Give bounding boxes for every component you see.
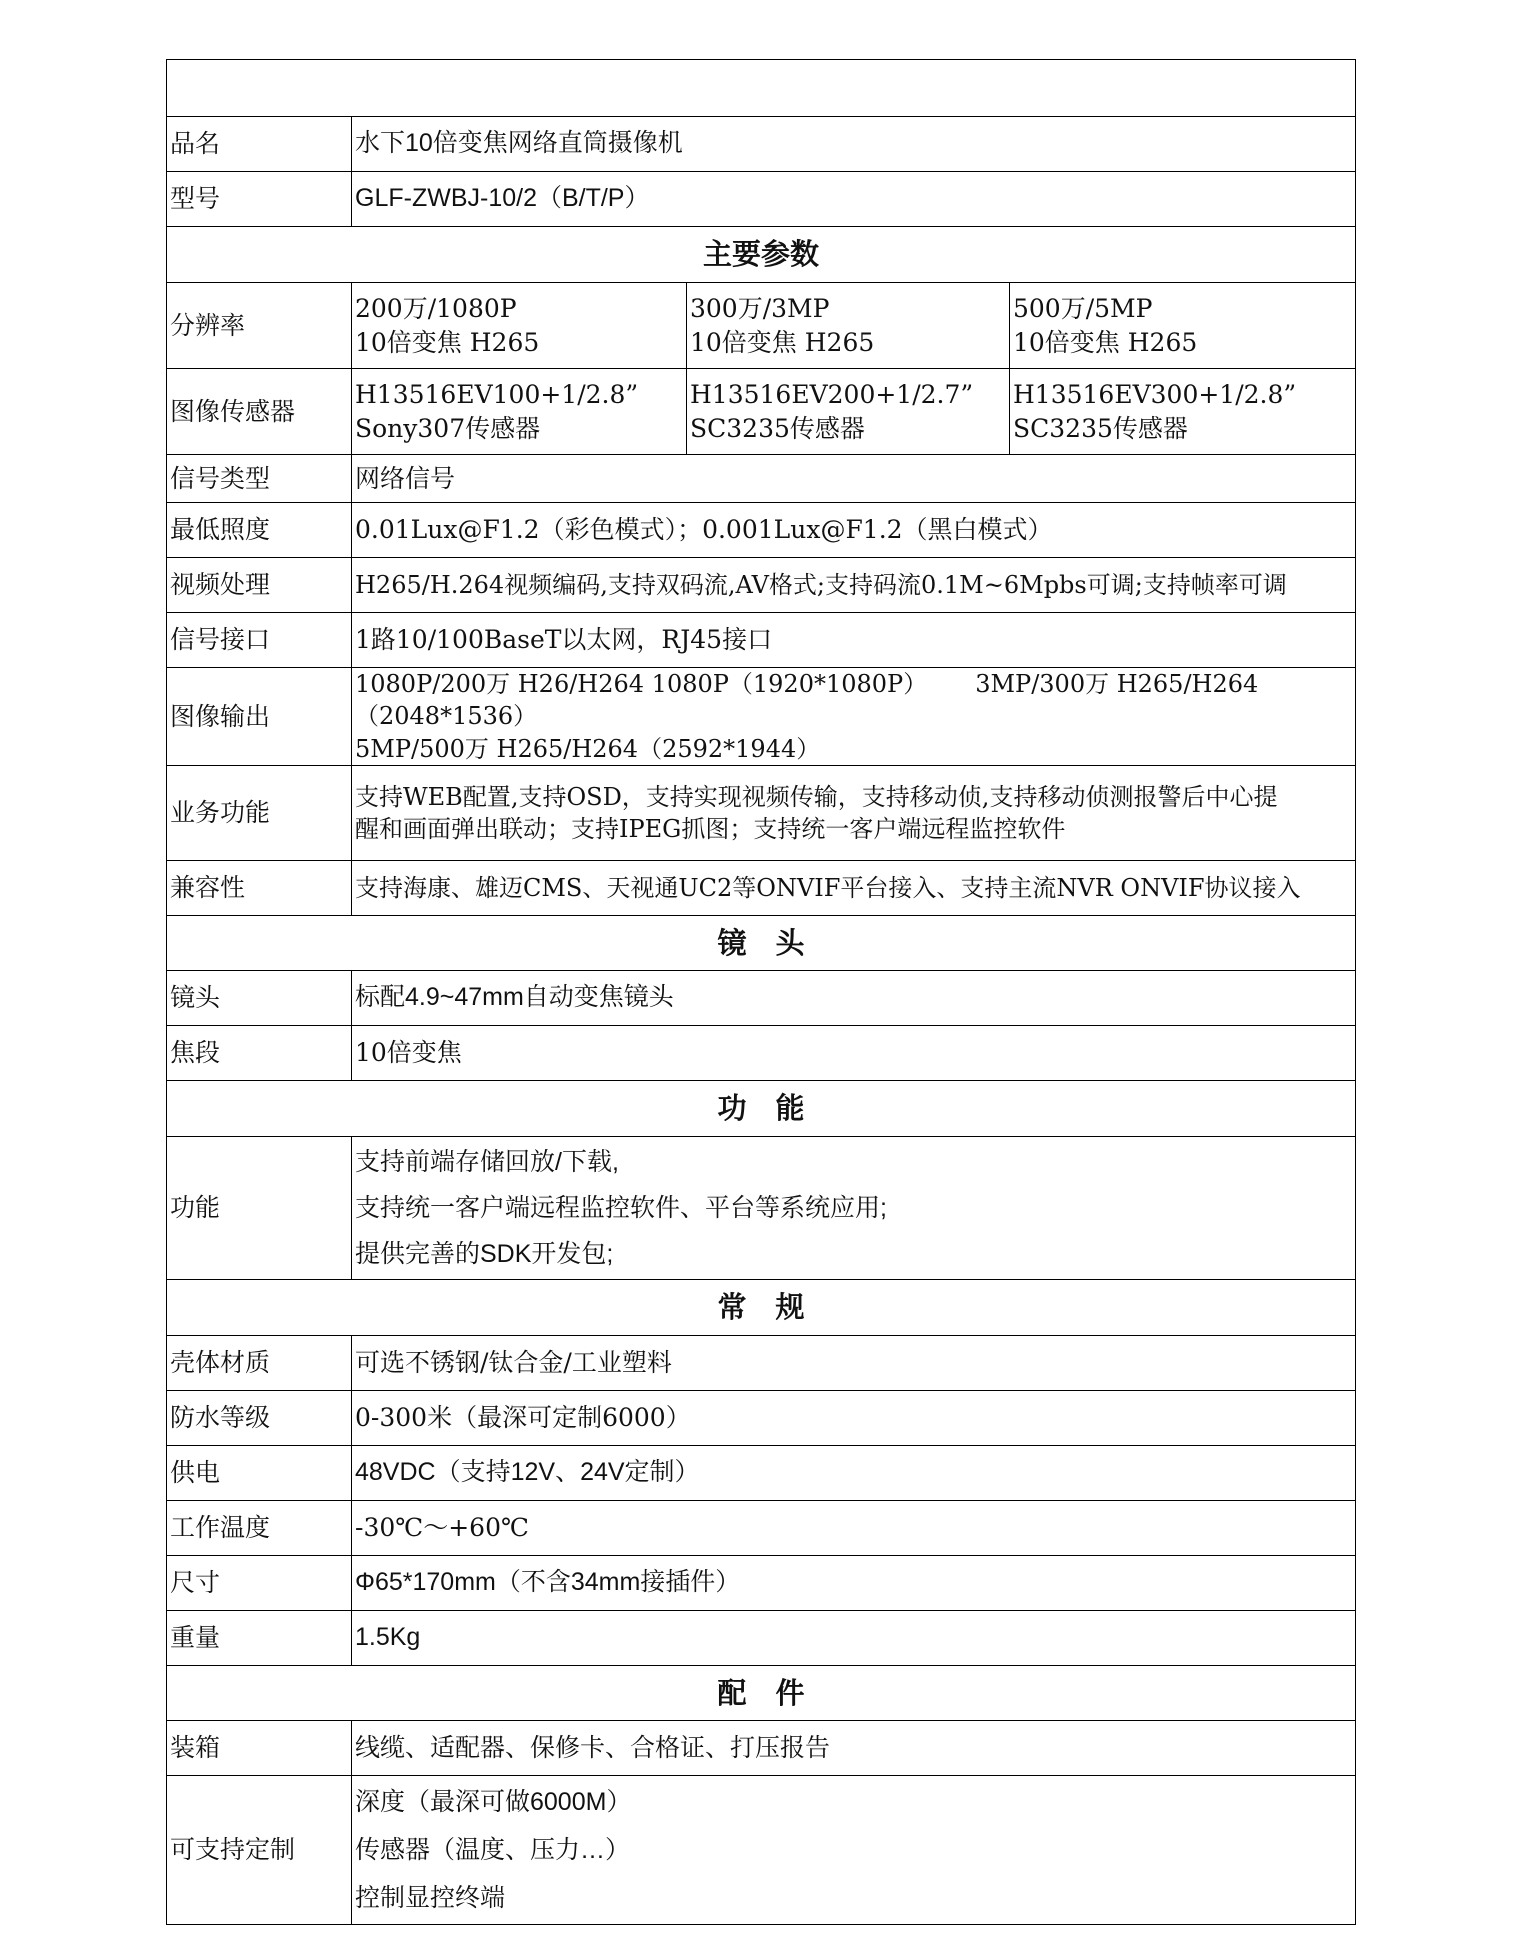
- lens-value: 标配4.9~47mm自动变焦镜头: [352, 971, 1356, 1026]
- output-5mp: 5MP/500万 H265/H264（2592*1944）: [355, 734, 821, 763]
- resolution-cell-300: [687, 283, 1010, 369]
- housing-value: 可选不锈钢/钛合金/工业塑料: [352, 1336, 1356, 1391]
- business-line1: 支持WEB配置,支持OSD，支持实现视频传输，支持移动侦,支持移动侦测报警后中心提: [355, 782, 1278, 811]
- function-item-1: 支持前端存储回放/下载,: [355, 1148, 619, 1177]
- section-lens-row: [167, 916, 1356, 971]
- output-line1: [355, 668, 1352, 733]
- spec-table: [166, 59, 1356, 1925]
- resolution-200-line1: 200万/1080P: [355, 293, 517, 323]
- business-label: 业务功能: [167, 766, 352, 861]
- interface-value: 1路10/100BaseT以太网，RJ45接口: [352, 613, 1356, 668]
- sensor-cell-3: [1010, 369, 1356, 455]
- sensor-1-line1: H13516EV100+1/2.8”: [355, 379, 639, 409]
- product-name-label: 品名: [167, 117, 352, 172]
- business-value: [352, 766, 1356, 861]
- business-line2: 醒和画面弹出联动；支持IPEG抓图；支持统一客户端远程监控软件: [355, 815, 1066, 844]
- temp-row: [167, 1501, 1356, 1556]
- custom-item-3: 控制显控终端: [355, 1884, 506, 1913]
- model-value: GLF-ZWBJ-10/2（B/T/P）: [352, 172, 1356, 227]
- section-general-row: [167, 1280, 1356, 1336]
- sensor-2-line2: SC3235传感器: [690, 413, 865, 443]
- signal-type-row: [167, 455, 1356, 503]
- sensor-3-line1: H13516EV300+1/2.8”: [1013, 379, 1297, 409]
- sensor-1-line2: Sony307传感器: [355, 413, 541, 443]
- waterproof-value: 0-300米（最深可定制6000）: [352, 1391, 1356, 1446]
- function-item-2: 支持统一客户端远程监控软件、平台等系统应用;: [355, 1194, 887, 1223]
- section-accessories-row: [167, 1666, 1356, 1721]
- sensor-2-line1: H13516EV200+1/2.7”: [690, 379, 974, 409]
- lens-row: [167, 971, 1356, 1026]
- compat-label: 兼容性: [167, 861, 352, 916]
- video-row: [167, 558, 1356, 613]
- weight-label: 重量: [167, 1611, 352, 1666]
- compat-row: [167, 861, 1356, 916]
- temp-value: -30℃～+60℃: [352, 1501, 1356, 1556]
- section-accessories-title: 配 件: [167, 1666, 1356, 1721]
- custom-value: [352, 1776, 1356, 1925]
- focal-value: 10倍变焦: [352, 1026, 1356, 1081]
- power-label: 供电: [167, 1446, 352, 1501]
- lens-label: 镜头: [167, 971, 352, 1026]
- output-label: 图像输出: [167, 668, 352, 766]
- resolution-500-line1: 500万/5MP: [1013, 293, 1153, 323]
- packing-value: 线缆、适配器、保修卡、合格证、打压报告: [352, 1721, 1356, 1776]
- section-main-title: 主要参数: [167, 227, 1356, 283]
- signal-type-value: 网络信号: [352, 455, 1356, 503]
- size-value: Φ65*170mm（不含34mm接插件）: [352, 1556, 1356, 1611]
- compat-value: 支持海康、雄迈CMS、天视通UC2等ONVIF平台接入、支持主流NVR ONVIF协议接入: [352, 861, 1356, 916]
- sensor-row: [167, 369, 1356, 455]
- waterproof-label: 防水等级: [167, 1391, 352, 1446]
- function-label: 功能: [167, 1137, 352, 1280]
- packing-row: [167, 1721, 1356, 1776]
- business-row: [167, 766, 1356, 861]
- min-lux-value: 0.01Lux@F1.2（彩色模式）；0.001Lux@F1.2（黑白模式）: [352, 503, 1356, 558]
- product-name-value: 水下10倍变焦网络直筒摄像机: [352, 117, 1356, 172]
- section-lens-title: 镜 头: [167, 916, 1356, 971]
- size-label: 尺寸: [167, 1556, 352, 1611]
- temp-label: 工作温度: [167, 1501, 352, 1556]
- interface-label: 信号接口: [167, 613, 352, 668]
- output-1080p: 1080P/200万 H26/H264 1080P（1920*1080P）: [355, 670, 928, 698]
- housing-label: 壳体材质: [167, 1336, 352, 1391]
- resolution-label: 分辨率: [167, 283, 352, 369]
- custom-item-1: 深度（最深可做6000M）: [355, 1788, 632, 1817]
- interface-row: [167, 613, 1356, 668]
- section-general-title: 常 规: [167, 1280, 1356, 1336]
- function-item-3: 提供完善的SDK开发包;: [355, 1240, 614, 1269]
- output-3mp: 3MP/300万 H265/H264（2048*1536）: [355, 670, 1259, 731]
- section-function-title: 功 能: [167, 1081, 1356, 1137]
- focal-label: 焦段: [167, 1026, 352, 1081]
- sensor-3-line2: SC3235传感器: [1013, 413, 1188, 443]
- min-lux-row: [167, 503, 1356, 558]
- video-value: H265/H.264视频编码,支持双码流,AV格式;支持码流0.1M~6Mpbs可调;支持帧率可调: [352, 558, 1356, 613]
- signal-type-label: 信号类型: [167, 455, 352, 503]
- resolution-cell-500: [1010, 283, 1356, 369]
- weight-value: 1.5Kg: [352, 1611, 1356, 1666]
- output-value: [352, 668, 1356, 766]
- function-value: [352, 1137, 1356, 1280]
- resolution-500-line2: 10倍变焦 H265: [1013, 327, 1198, 357]
- weight-row: [167, 1611, 1356, 1666]
- custom-item-2: 传感器（温度、压力…）: [355, 1836, 631, 1865]
- min-lux-label: 最低照度: [167, 503, 352, 558]
- output-row: [167, 668, 1356, 766]
- resolution-row: [167, 283, 1356, 369]
- resolution-cell-200: [352, 283, 687, 369]
- resolution-200-line2: 10倍变焦 H265: [355, 327, 540, 357]
- blank-header-row: [167, 60, 1356, 117]
- function-row: [167, 1137, 1356, 1280]
- sensor-label: 图像传感器: [167, 369, 352, 455]
- custom-label: 可支持定制: [167, 1776, 352, 1925]
- power-value: 48VDC（支持12V、24V定制）: [352, 1446, 1356, 1501]
- blank-header-cell: [167, 60, 1356, 117]
- resolution-300-line2: 10倍变焦 H265: [690, 327, 875, 357]
- model-label: 型号: [167, 172, 352, 227]
- section-main-row: [167, 227, 1356, 283]
- sensor-cell-2: [687, 369, 1010, 455]
- section-function-row: [167, 1081, 1356, 1137]
- packing-label: 装箱: [167, 1721, 352, 1776]
- custom-row: [167, 1776, 1356, 1925]
- waterproof-row: [167, 1391, 1356, 1446]
- model-row: [167, 172, 1356, 227]
- housing-row: [167, 1336, 1356, 1391]
- power-row: [167, 1446, 1356, 1501]
- product-name-row: [167, 117, 1356, 172]
- sensor-cell-1: [352, 369, 687, 455]
- size-row: [167, 1556, 1356, 1611]
- resolution-300-line1: 300万/3MP: [690, 293, 830, 323]
- focal-row: [167, 1026, 1356, 1081]
- video-label: 视频处理: [167, 558, 352, 613]
